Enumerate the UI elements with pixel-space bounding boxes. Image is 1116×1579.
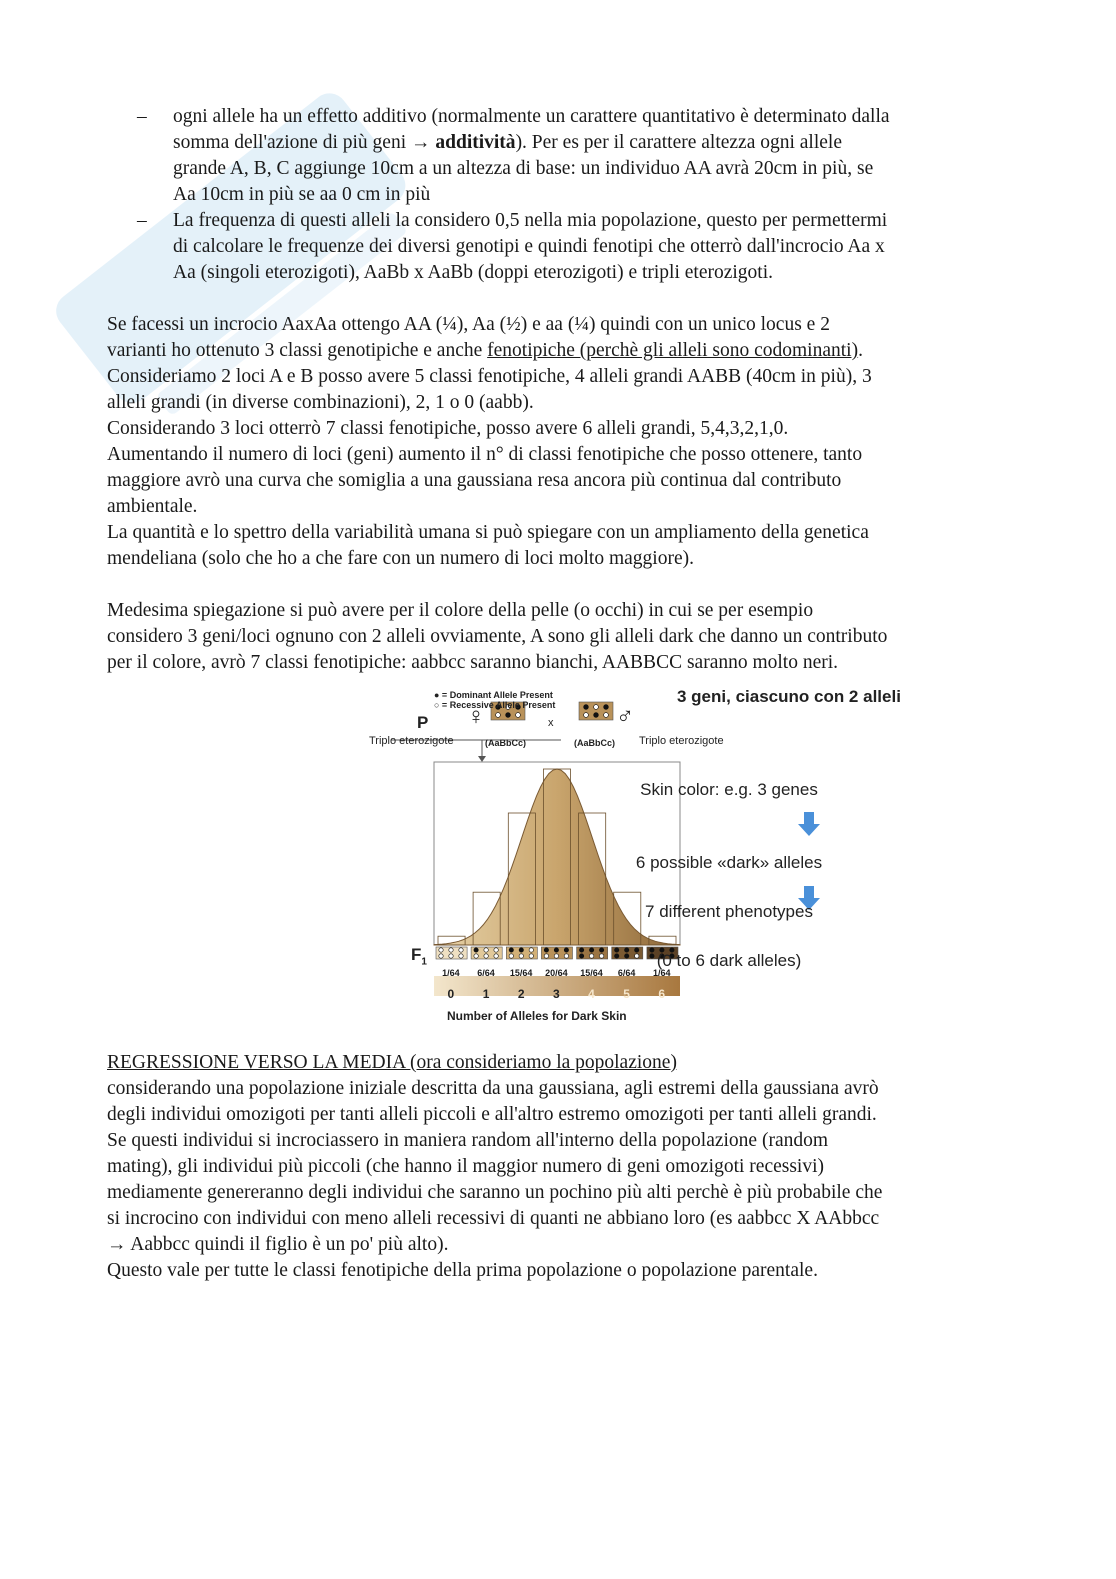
paragraph-skin-color [107, 598, 1007, 676]
paragraph-regression [107, 1076, 1007, 1284]
text-run: Aumentando il numero di loci (geni) aumento il n° di classi fenotipiche che posso ottenere, tanto [107, 444, 863, 465]
cross-symbol: x [548, 717, 554, 729]
frequency-label: 6/64 [617, 968, 636, 978]
dominant-allele-dot [579, 948, 583, 952]
text-run: considero 3 geni/loci ognuno con 2 alleli ovviamente, A sono gli alleli dark che danno un contributo [107, 626, 888, 647]
x-axis-label: Number of Alleles for Dark Skin [447, 1009, 627, 1023]
bullet-line [173, 234, 1007, 260]
text-run: alleli grandi (in diverse combinazioni), 2, 1 o 0 (aabb). [107, 392, 534, 413]
down-arrow-icon-1 [798, 812, 820, 836]
text-run: somma dell'azione di più geni → [173, 132, 436, 153]
f1-generation-label: $F_1$ [411, 945, 427, 968]
bullet-dash: – [137, 106, 147, 127]
allele-count-tick: 2 [517, 987, 525, 1001]
bullet-item [107, 104, 1007, 208]
frequency-label: 15/64 [580, 968, 603, 978]
dominant-allele-dot [604, 705, 609, 710]
text-line [107, 520, 1007, 546]
dominant-allele-dot [584, 705, 589, 710]
bullet-dash: – [137, 210, 147, 231]
male-symbol-icon: ♂ [616, 703, 634, 730]
allele-count-tick: 5 [623, 987, 630, 1001]
text-line: mating), gli individui più piccoli (che hanno il maggior numero di geni omozigoti recessivi) [107, 1156, 825, 1177]
text-run: . [858, 340, 863, 361]
text-line [107, 416, 1007, 442]
left-parent-genotype: (AaBbCc) [485, 738, 527, 748]
frequency-label: 15/64 [509, 968, 533, 978]
text-run: di calcolare le frequenze dei diversi genotipi e quindi fenotipi che otterrò dall'incrocio Aa x [173, 236, 885, 257]
text-line [107, 364, 1007, 390]
paragraph-polygenic [107, 312, 1007, 572]
recessive-allele-dot [484, 948, 488, 952]
text-line [107, 494, 1007, 520]
text-run: mendeliana (solo che ho a che fare con un numero di loci molto maggiore). [107, 548, 694, 569]
bullet-line [173, 260, 1007, 286]
recessive-allele-dot [474, 954, 478, 958]
section-heading: REGRESSIONE VERSO LA MEDIA (ora consideriamo la popolazione) [107, 1052, 677, 1073]
text-run: per il colore, avrò 7 classi fenotipiche: aabbcc saranno bianchi, AABBCC saranno molto neri. [107, 652, 839, 673]
dominant-allele-dot [474, 948, 478, 952]
dominant-allele-dot [544, 948, 548, 952]
cross-arrow-head [478, 756, 486, 762]
text-run: maggiore avrò una curva che somiglia a una gaussiana resa ancora più continua dal contributo [107, 470, 842, 491]
allele-count-tick: 1 [482, 987, 490, 1001]
figure-title: 3 geni, ciascuno con 2 alleli [677, 687, 901, 706]
right-parent-genotype: (AaBbCc) [574, 738, 616, 748]
bold-term: additività [435, 132, 516, 153]
right-text-dark-alleles: 6 possible «dark» alleles [635, 853, 823, 872]
document-page [107, 104, 1007, 1284]
recessive-allele-dot [439, 948, 443, 952]
text-line [107, 312, 1007, 338]
recessive-allele-dot [584, 713, 589, 718]
text-run: Medesima spiegazione si può avere per il colore della pelle (o occhi) in cui se per esempio [107, 600, 814, 621]
dominant-allele-dot [589, 948, 593, 952]
text-run: La frequenza di questi alleli la considero 0,5 nella mia popolazione, questo per permettermi [173, 210, 888, 231]
recessive-allele-dot [459, 954, 463, 958]
text-line [107, 598, 1007, 624]
dominant-allele-dot [564, 948, 568, 952]
text-line: Se questi individui si incrociassero in maniera random all'interno della popolazione (random [107, 1130, 829, 1151]
recessive-allele-dot [459, 948, 463, 952]
frequency-label: 6/64 [477, 968, 495, 978]
bullet-line [173, 104, 1007, 130]
text-run: La quantità e lo spettro della variabilità umana si può spiegare con un ampliamento della genetica [107, 522, 869, 543]
recessive-allele-dot [484, 954, 488, 958]
female-symbol-icon: ♀ [467, 703, 485, 730]
frequency-label: 1/64 [652, 968, 671, 978]
underlined-text: fenotipiche (perchè gli alleli sono codominanti) [487, 340, 859, 361]
text-run: Aa (singoli eterozigoti), AaBb x AaBb (doppi eterozigoti) e tripli eterozigoti. [173, 262, 774, 283]
recessive-allele-dot [529, 954, 533, 958]
text-line [107, 468, 1007, 494]
allele-count-tick: 6 [658, 987, 666, 1001]
dominant-allele-dot [509, 948, 513, 952]
text-line: si incrocino con individui con meno alleli recessivi di quanti ne abbiano loro (es aabbcc X AAbbcc [107, 1208, 880, 1229]
right-text-range: (0 to 6 dark alleles) [656, 951, 802, 970]
right-text-skin-color: Skin color: e.g. 3 genes [640, 780, 818, 799]
left-parent-label: Triplo eterozigote [369, 735, 454, 747]
text-run: grande A, B, C aggiunge 10cm a un altezza di base: un individuo AA avrà 20cm in più, se [173, 158, 874, 179]
dominant-allele-dot [519, 948, 523, 952]
recessive-allele-dot [604, 713, 609, 718]
allele-count-tick: 3 [552, 987, 560, 1001]
text-line: degli individui omozigoti per tanti alleli piccoli e all'altro estremo omozigoti per tanti alleli grandi. [107, 1104, 877, 1125]
recessive-allele-dot [594, 705, 599, 710]
recessive-allele-dot [439, 954, 443, 958]
legend-recessive: ○ = Recessive Allele Present [434, 700, 556, 710]
skin-color-figure [259, 680, 901, 1028]
legend-dominant: ● = Dominant Allele Present [434, 690, 553, 700]
text-run: Consideriamo 2 loci A e B posso avere 5 classi fenotipiche, 4 alleli grandi AABB (40cm in più), 3 [107, 366, 872, 387]
text-line: mediamente genereranno degli individui che saranno un pochino più alti perchè è più probabile che [107, 1182, 883, 1203]
right-text-phenotypes: 7 different phenotypes [645, 902, 813, 921]
dominant-allele-dot [579, 954, 583, 958]
text-run: ogni allele ha un effetto additivo (normalmente un carattere quantitativo è determinato dalla [173, 106, 890, 127]
allele-count-tick: 4 [588, 987, 595, 1001]
text-line [107, 442, 1007, 468]
text-line [107, 624, 1007, 650]
recessive-allele-dot [509, 954, 513, 958]
text-line: Questo vale per tutte le classi fenotipiche della prima popolazione o popolazione parentale. [107, 1260, 818, 1281]
recessive-allele-dot [564, 954, 568, 958]
text-run: Se facessi un incrocio AaxAa ottengo AA (¼), Aa (½) e aa (¼) quindi con un unico locus e 2 [107, 314, 830, 335]
bullet-list [107, 104, 1007, 286]
bullet-item [107, 208, 1007, 286]
allele-count-tick: 0 [447, 987, 455, 1001]
text-line [107, 546, 1007, 572]
recessive-allele-dot [519, 954, 523, 958]
bullet-line [173, 156, 1007, 182]
recessive-allele-dot [554, 954, 558, 958]
frequency-label: 1/64 [442, 968, 460, 978]
bullet-line [173, 182, 1007, 208]
bullet-line [173, 208, 1007, 234]
frequency-label: 20/64 [545, 968, 568, 978]
text-line [107, 650, 1007, 676]
text-run: Considerando 3 loci otterrò 7 classi fenotipiche, posso avere 6 alleli grandi, 5,4,3,2,1,0. [107, 418, 789, 439]
text-line: considerando una popolazione iniziale descritta da una gaussiana, agli estremi della gaussiana avrò [107, 1078, 879, 1099]
text-line: → Aabbcc quindi il figlio è un po' più alto). [107, 1234, 449, 1255]
text-run: varianti ho ottenuto 3 classi genotipiche e anche [107, 340, 488, 361]
text-line [107, 338, 1007, 364]
recessive-allele-dot [529, 948, 533, 952]
text-line [107, 390, 1007, 416]
right-parent-label: Triplo eterozigote [639, 735, 724, 747]
text-run: Aa 10cm in più se aa 0 cm in più [173, 184, 431, 205]
recessive-allele-dot [449, 954, 453, 958]
dominant-allele-dot [554, 948, 558, 952]
recessive-allele-dot [589, 954, 593, 958]
recessive-allele-dot [494, 948, 498, 952]
recessive-allele-dot [449, 948, 453, 952]
bullet-line [173, 130, 1007, 156]
text-run: ambientale. [107, 496, 198, 517]
text-run: ). Per es per il carattere altezza ogni allele [515, 132, 842, 153]
recessive-allele-dot [544, 954, 548, 958]
dominant-allele-dot [594, 713, 599, 718]
recessive-allele-dot [494, 954, 498, 958]
p-generation-label: P [417, 713, 429, 732]
